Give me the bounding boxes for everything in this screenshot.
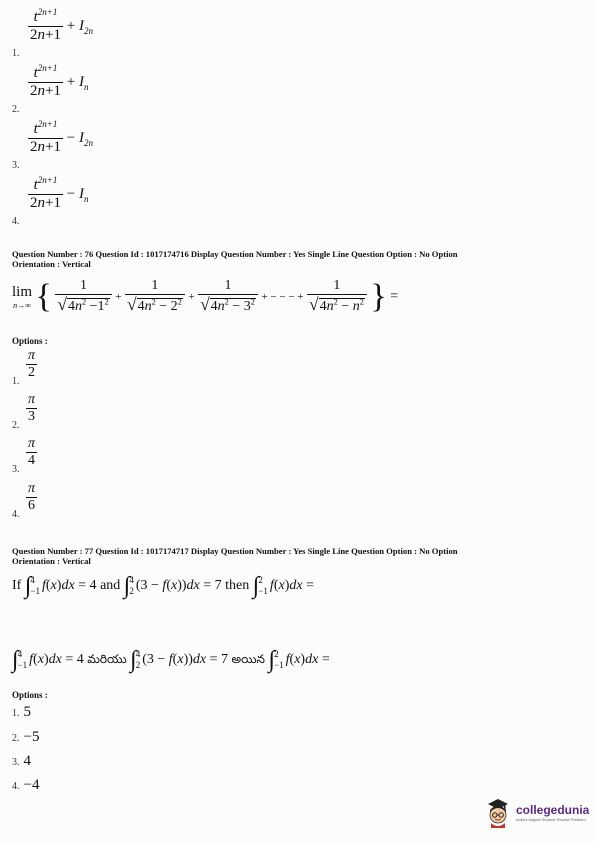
limit-subscript: n→∞: [13, 301, 31, 310]
option-number: 1.: [12, 376, 20, 387]
option-value: 4: [23, 753, 31, 769]
option-number: 1.: [12, 708, 20, 719]
options-label: Options :: [12, 336, 48, 346]
fraction-denominator: 6: [28, 498, 35, 513]
operator: +: [66, 17, 76, 34]
fraction-denominator: 2: [28, 365, 35, 380]
integral-symbol-I: I: [78, 73, 84, 90]
option-number: 2.: [12, 104, 20, 115]
q76-option-3[interactable]: [12, 437, 72, 477]
option-number: 3.: [12, 464, 20, 475]
q76-option-2[interactable]: [12, 393, 72, 433]
operator: −: [66, 185, 76, 202]
option-value: 5: [23, 704, 31, 720]
operator: +: [66, 73, 76, 90]
question-orientation: Orientation : Vertical: [12, 259, 91, 269]
option-number: 4.: [12, 781, 20, 792]
word-if: If: [12, 578, 22, 594]
word-then: then: [225, 578, 250, 594]
option-number: 2.: [12, 420, 20, 431]
telugu-word-and: మరియు: [87, 652, 127, 667]
telugu-word-then: అయిన: [231, 652, 265, 667]
q77-option-4[interactable]: [12, 776, 39, 794]
fraction-numerator: π: [28, 392, 36, 407]
option-number: 3.: [12, 160, 20, 171]
word-and: and: [100, 578, 121, 594]
subscript: 2n: [83, 137, 93, 148]
fraction-numerator: π: [28, 348, 36, 363]
options-label: Options :: [12, 690, 48, 700]
subscript: 2n: [83, 25, 93, 36]
q76-option-1[interactable]: [12, 349, 72, 389]
option-number: 1.: [12, 48, 20, 59]
question-orientation: Orientation : Vertical: [12, 556, 91, 566]
fraction-denominator: 4: [28, 453, 35, 468]
integral-symbol-I: I: [78, 185, 84, 202]
option-number: 3.: [12, 757, 20, 768]
integral-symbol-I: I: [78, 17, 84, 34]
option-value: −5: [23, 729, 40, 745]
q77-question-telugu: ∫ 4 −1 f(x)dx = 4 మరియు ∫ 4 2 (3 − f(x))dx = 7 అయిన ∫ 2 −1 f(x)dx =: [12, 647, 330, 673]
subscript: n: [83, 193, 89, 204]
question-meta-line: Question Number : 76 Question Id : 1017174716 Display Question Number : Yes Single Line Question Option : No Option: [12, 249, 458, 259]
q77-question-english: If ∫ 4 −1 f(x)dx = 4 and ∫ 4 2 (3 − f(x))dx = 7 then ∫ 2 −1 f(x)dx =: [12, 573, 314, 599]
option-number: 4.: [12, 509, 20, 520]
option-number: 2.: [12, 733, 20, 744]
option-number: 4.: [12, 216, 20, 227]
q76-meta: [12, 249, 587, 269]
q77-option-2[interactable]: [12, 728, 39, 746]
q76-question: lim n→∞ { 1 √ $4n^2 -1^2$ + 1 √ $4n^2 - 2^2$ + 1 √ $4n^2 - 3^2$ + − − − + 1 √ $4n^2 - n^2$ } =: [12, 277, 399, 315]
fraction-numerator: π: [28, 436, 36, 451]
fraction-numerator: π: [28, 481, 36, 496]
collegedunia-logo: [485, 798, 589, 828]
logo-tagline: India's largest Student Review Platform: [516, 816, 586, 822]
q77-meta: [12, 546, 587, 566]
q77-option-1[interactable]: [12, 703, 31, 721]
question-meta-line: Question Number : 77 Question Id : 1017174717 Display Question Number : Yes Single Line Question Option : No Option: [12, 546, 458, 556]
integral-symbol-I: I: [78, 129, 84, 146]
option-value: −4: [23, 777, 40, 793]
student-mascot-icon: [485, 798, 511, 828]
subscript: n: [83, 81, 89, 92]
operator: −: [66, 129, 76, 146]
q77-option-3[interactable]: [12, 752, 31, 770]
q76-option-4[interactable]: [12, 482, 72, 522]
logo-wordmark: collegedunia: [516, 802, 590, 817]
limit-label: lim: [12, 284, 33, 300]
fraction-denominator: 3: [28, 409, 35, 424]
